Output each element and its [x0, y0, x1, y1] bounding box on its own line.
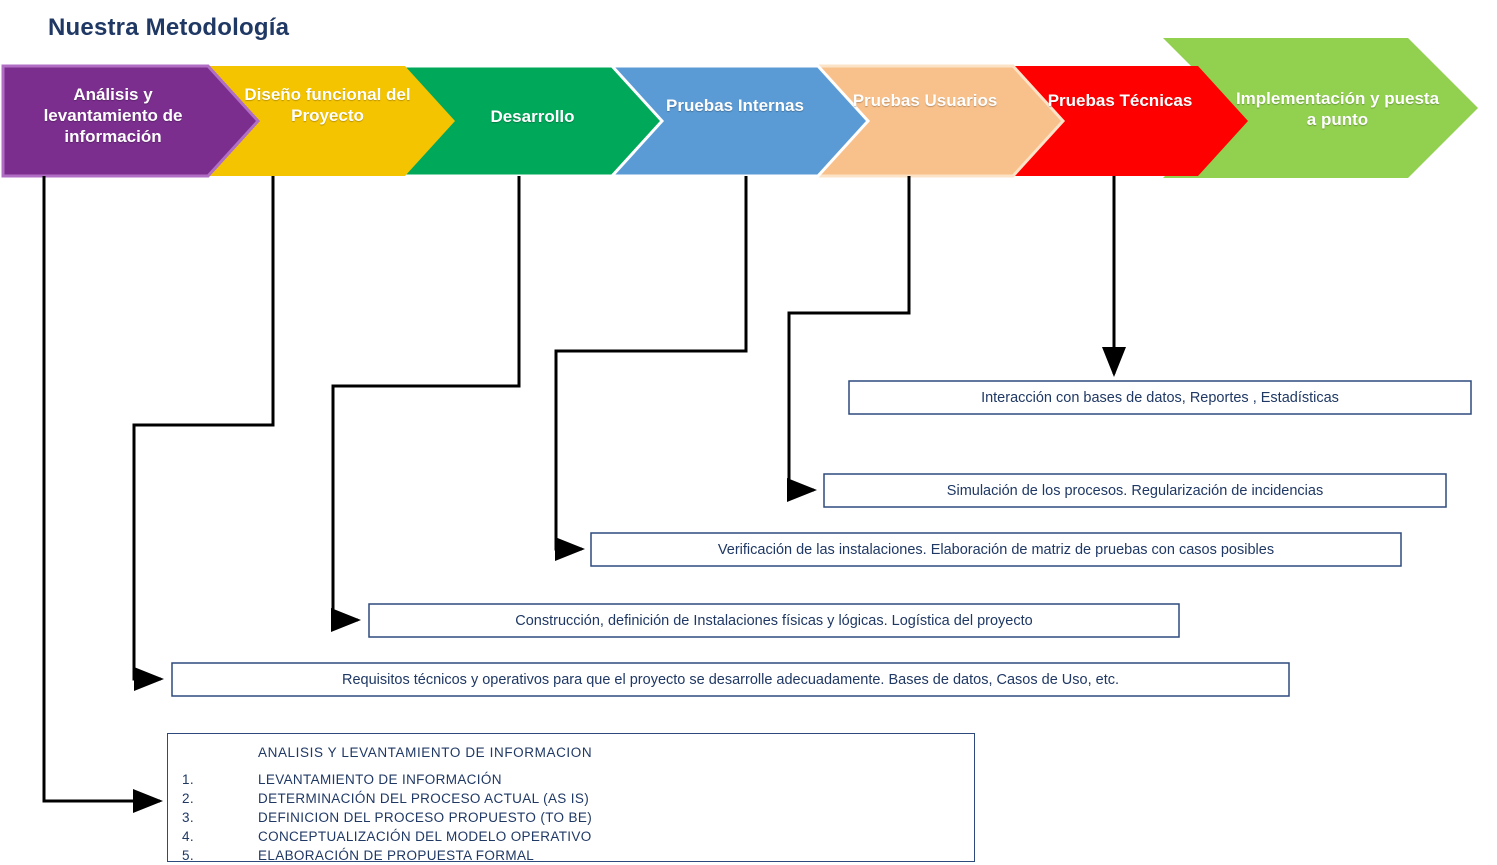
page-title: Nuestra Metodología: [48, 14, 290, 41]
stage-label-pruebas-usuarios: Pruebas Usuarios: [852, 91, 998, 110]
connector-desarrollo: [333, 176, 519, 620]
list-item-label: ELABORACIÓN DE PROPUESTA FORMAL: [258, 848, 535, 863]
list-item: [182, 846, 962, 865]
stage-label-implementacion: Implementación y puesta a punto: [1235, 89, 1440, 129]
callout-label-requisitos: Requisitos técnicos y operativos para que el proyecto se desarrolle adecuadamente. Bases de datos, Casos de Uso, etc.: [342, 672, 1119, 688]
list-item-number: 4.: [182, 829, 194, 844]
list-item-number: 2.: [182, 791, 194, 806]
connector-pruebas-usuarios: [789, 176, 909, 490]
stage-label-pruebas-tecnicas: Pruebas Técnicas: [1047, 91, 1193, 110]
callout-label-interaccion: Interacción con bases de datos, Reportes , Estadísticas: [981, 390, 1339, 406]
detail-panel-list: [182, 770, 962, 865]
list-item: [182, 827, 962, 846]
stage-label-desarrollo: Desarrollo: [490, 107, 575, 126]
list-item: [182, 808, 962, 827]
connector-diseno: [134, 176, 273, 679]
stage-label-pruebas-internas: Pruebas Internas: [666, 96, 804, 115]
callout-label-verificacion: Verificación de las instalaciones. Elaboración de matriz de pruebas con casos posibles: [717, 542, 1275, 558]
stage-label-diseno: Diseño funcional del Proyecto: [244, 85, 411, 125]
callout-label-simulacion: Simulación de los procesos. Regularización de incidencias: [946, 483, 1324, 499]
list-item: [182, 789, 962, 808]
list-item-number: 1.: [182, 772, 194, 787]
stage-label-analisis: Análisis y levantamiento de información: [43, 85, 183, 146]
connector-analisis: [44, 176, 160, 801]
list-item-number: 3.: [182, 810, 194, 825]
callout-label-construccion: Construcción, definición de Instalaciones físicas y lógicas. Logística del proyecto: [515, 613, 1033, 629]
list-item-label: LEVANTAMIENTO DE INFORMACIÓN: [258, 772, 502, 787]
list-item-label: DETERMINACIÓN DEL PROCESO ACTUAL (AS IS): [258, 791, 590, 806]
list-item-number: 5.: [182, 848, 194, 863]
detail-panel: [167, 733, 975, 862]
list-item: [182, 770, 962, 789]
list-item-label: DEFINICION DEL PROCESO PROPUESTO (TO BE): [258, 810, 593, 825]
list-item-label: CONCEPTUALIZACIÓN DEL MODELO OPERATIVO: [258, 829, 592, 844]
connector-pruebas-internas: [556, 176, 746, 549]
detail-panel-heading: ANALISIS Y LEVANTAMIENTO DE INFORMACION: [258, 745, 593, 760]
